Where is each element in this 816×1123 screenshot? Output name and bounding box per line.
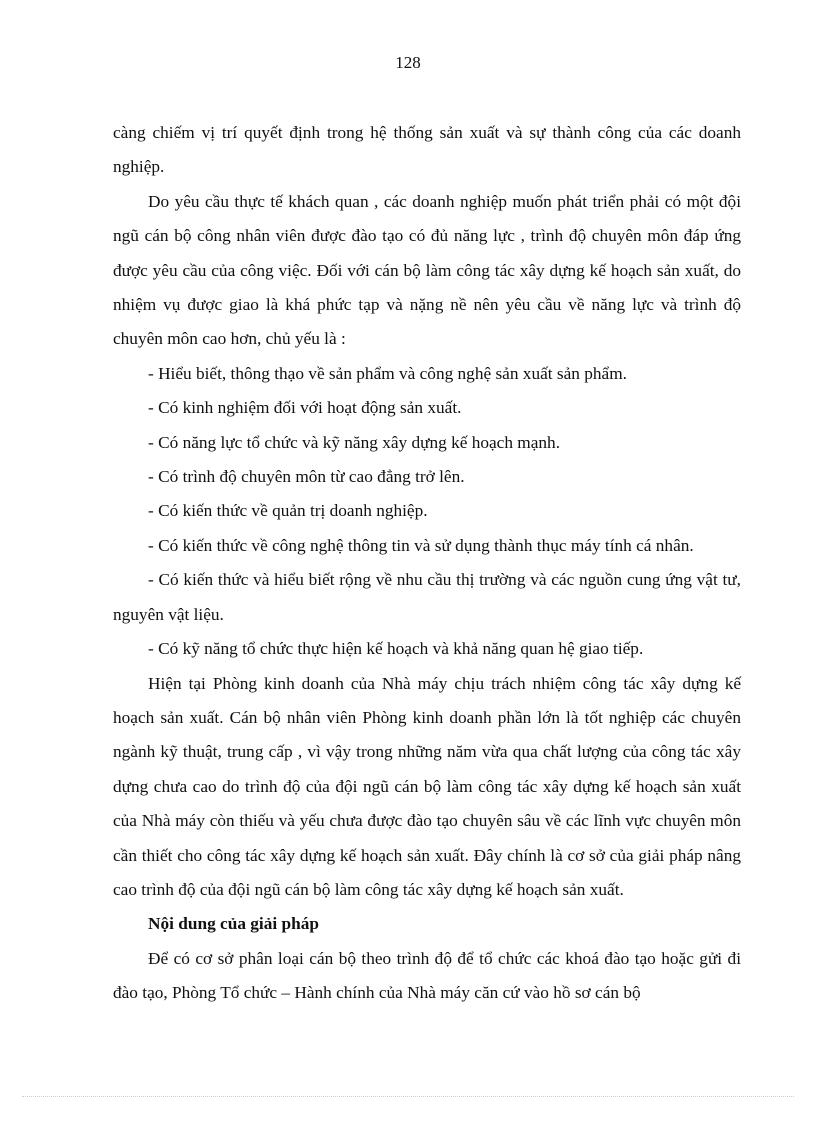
list-item-product-knowledge: - Hiểu biết, thông thạo về sản phẩm và công nghệ sản xuất sản phẩm.: [148, 363, 627, 383]
footer-divider: [22, 1096, 794, 1097]
paragraph-requirements-intro: Do yêu cầu thực tế khách quan , các doanh nghiệp muốn phát triển phải có một đội ngũ cán bộ công nhân viên được đào tạo có đủ năng lực , trình độ chuyên môn đáp ứng được yêu cầu của công việc. Đối với cán bộ làm công tác xây dựng kế hoạch sản xuất, do nhiệm vụ được giao là khá phức tạp và nặng nề nên yêu cầu về năng lực và trình độ chuyên môn cao hơn, chủ yếu là :: [113, 191, 741, 349]
list-item-business-management: - Có kiến thức về quản trị doanh nghiệp.: [148, 501, 428, 521]
list-item-production-experience: - Có kinh nghiệm đối với hoạt động sản xuất.: [148, 398, 462, 418]
paragraph-solution-content: Để có cơ sở phân loại cán bộ theo trình độ để tổ chức các khoá đào tạo hoặc gửi đi đào tạo, Phòng Tổ chức – Hành chính của Nhà máy căn cứ vào hồ sơ cán bộ: [113, 948, 741, 1003]
paragraph-current-situation: Hiện tại Phòng kinh doanh của Nhà máy chịu trách nhiệm công tác xây dựng kế hoạch sản xuất. Cán bộ nhân viên Phòng kinh doanh phần lớn là tốt nghiệp các chuyên ngành kỹ thuật, trung cấp , vì vậy trong những năm vừa qua chất lượng của công tác xây dựng chưa cao do trình độ của đội ngũ cán bộ làm công tác xây dựng kế hoạch sản xuất của Nhà máy còn thiếu và yếu chưa được đào tạo chuyên sâu về các lĩnh vực chuyên môn cần thiết cho công tác xây dựng kế hoạch sản xuất. Đây chính là cơ sở của giải pháp nâng cao trình độ của đội ngũ cán bộ làm công tác xây dựng kế hoạch sản xuất.: [113, 673, 741, 899]
page-number: 128: [395, 53, 421, 72]
list-item-it-knowledge: - Có kiến thức về công nghệ thông tin và sử dụng thành thục máy tính cá nhân.: [148, 535, 694, 555]
document-body: [113, 116, 741, 1011]
list-item-communication-skills: - Có kỹ năng tổ chức thực hiện kế hoạch và khả năng quan hệ giao tiếp.: [148, 639, 644, 659]
list-item-education-level: - Có trình độ chuyên môn từ cao đẳng trở lên.: [148, 467, 465, 487]
list-item-market-knowledge: - Có kiến thức và hiểu biết rộng về nhu cầu thị trường và các nguồn cung ứng vật tư, nguyên vật liệu.: [113, 570, 741, 624]
list-item-planning-skills: - Có năng lực tổ chức và kỹ năng xây dựng kế hoạch mạnh.: [148, 432, 561, 452]
section-heading: Nội dung của giải pháp: [148, 914, 319, 934]
paragraph-continuation: càng chiếm vị trí quyết định trong hệ thống sản xuất và sự thành công của các doanh nghiệp.: [113, 123, 741, 177]
